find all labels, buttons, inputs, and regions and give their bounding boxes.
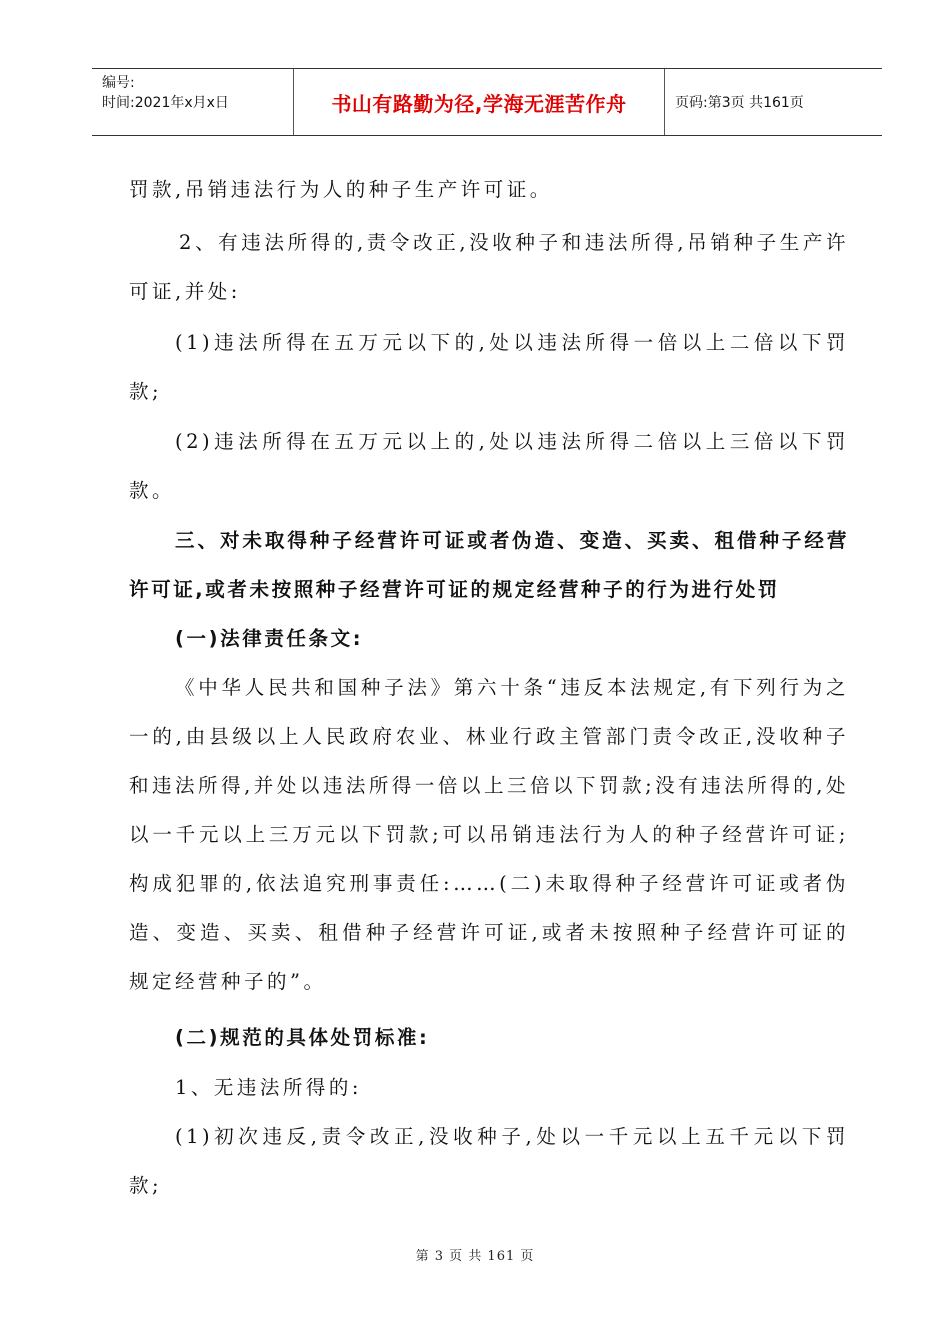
paragraph-law-text: 《中华人民共和国种子法》第六十条“违反本法规定,有下列行为之一的,由县级以上人民政府农业、林业行政主管部门责令改正,没收种子和违法所得,并处以违法所得一倍以上三倍以下罚款;没有违法所得的,处以一千元以上三万元以下罚款;可以吊销违法行为人的种子经营许可证;构成犯罪的,依法追究刑事责任:……(二)未取得种子经营许可证或者伪造、变造、买卖、租借种子经营许可证,或者未按照种子经营许可证的规定经营种子的”。: [129, 676, 849, 993]
paragraph-continuation: 罚款,吊销违法行为人的种子生产许可证。: [129, 178, 553, 201]
paragraph-item-1-1: (1)初次违反,责令改正,没收种子,处以一千元以上五千元以下罚款;: [129, 1125, 849, 1197]
section-heading-3: 三、对未取得种子经营许可证或者伪造、变造、买卖、租借种子经营许可证,或者未按照种子经营许可证的规定经营种子的行为进行处罚: [129, 529, 849, 601]
time-label: 时间:2021年x月x日: [102, 95, 229, 111]
header-page-info: 页码:第3页 共161页: [675, 95, 804, 111]
subheading-legal-clause: (一)法律责任条文:: [175, 627, 364, 650]
header-motto: 书山有路勤为径,学海无涯苦作舟: [293, 69, 665, 135]
page-footer: 第 3 页 共 161 页: [415, 1249, 535, 1264]
number-label: 编号:: [102, 75, 135, 91]
paragraph-item-2: 2、有违法所得的,责令改正,没收种子和违法所得,吊销种子生产许可证,并处:: [129, 231, 849, 303]
paragraph-item-2-1: (1)违法所得在五万元以下的,处以违法所得一倍以上二倍以下罚款;: [129, 331, 849, 403]
paragraph-item-1: 1、无违法所得的:: [175, 1076, 362, 1099]
paragraph-item-2-2: (2)违法所得在五万元以上的,处以违法所得二倍以上三倍以下罚款。: [129, 430, 849, 502]
subheading-penalty-standard: (二)规范的具体处罚标准:: [175, 1026, 430, 1049]
header-meta: [92, 69, 293, 135]
document-header: [92, 68, 882, 136]
